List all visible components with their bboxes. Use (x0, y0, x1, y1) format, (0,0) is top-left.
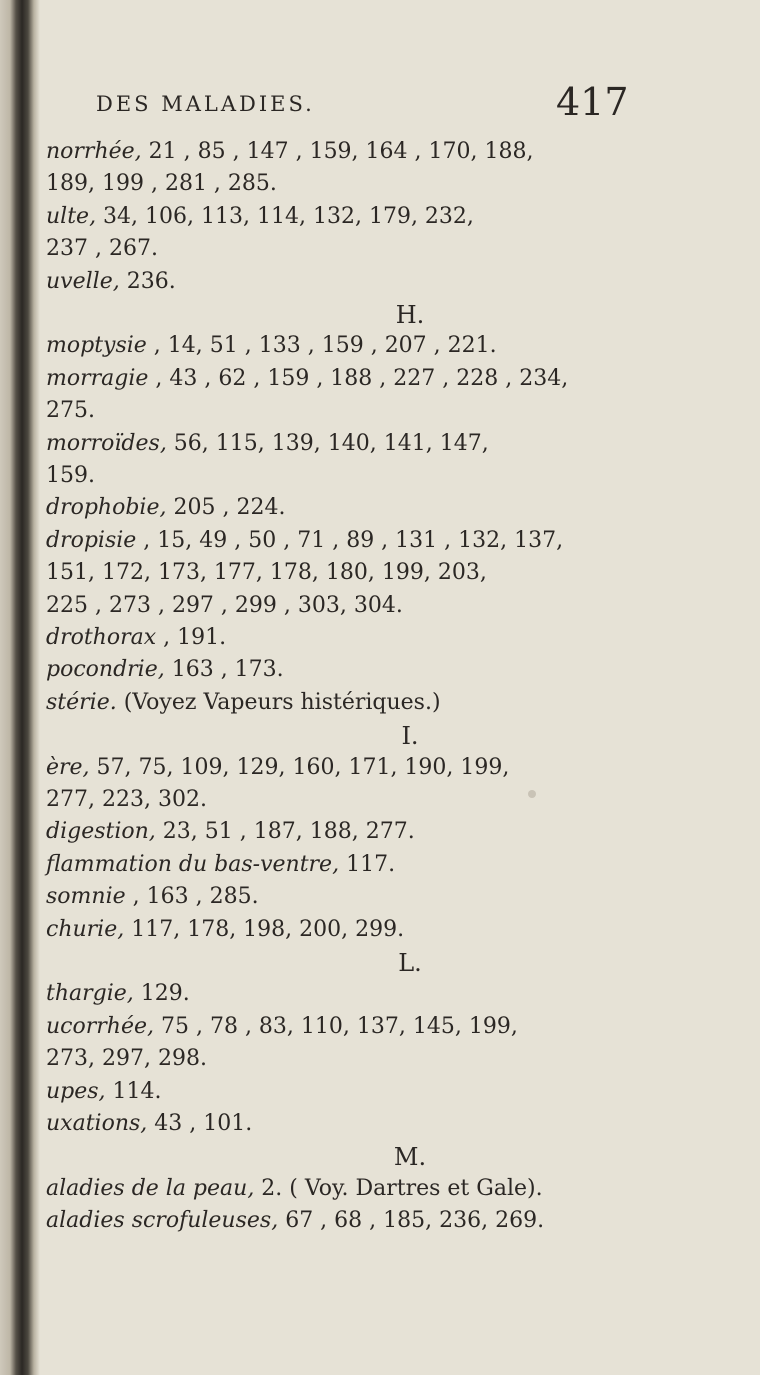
index-entry (46, 1045, 207, 1073)
index-entry (46, 980, 190, 1008)
index-term: drophobie, (46, 495, 167, 521)
index-page-refs: 273, 297, 298. (46, 1046, 207, 1072)
index-entry (46, 462, 95, 490)
index-term: uxations, (46, 1111, 148, 1136)
index-entry (46, 1207, 544, 1235)
index-page-refs: 117. (339, 851, 396, 877)
ink-smudge (528, 790, 536, 798)
index-entry (46, 1110, 252, 1138)
index-entry (46, 494, 285, 522)
index-page-refs: 236. (119, 268, 176, 294)
index-term: ucorrhée, (46, 1013, 154, 1039)
index-entry (46, 170, 277, 198)
index-page-refs: , 15, 49 , 50 , 71 , 89 , 131 , 132, 137, (136, 527, 564, 553)
index-term: flammation du bas-ventre, (46, 851, 340, 877)
index-entry (46, 430, 489, 458)
index-term: upes, (46, 1078, 106, 1104)
section-letter-label: I. (401, 722, 419, 751)
index-entry (46, 332, 497, 360)
index-term: uvelle, (46, 268, 120, 294)
page-number: 417 (556, 80, 629, 124)
index-entry (46, 1175, 543, 1203)
index-page-refs: 159. (46, 463, 95, 488)
section-letter-label: M. (393, 1143, 427, 1172)
index-page-refs: 57, 75, 109, 129, 160, 171, 190, 199, (89, 754, 510, 780)
index-term: ère, (46, 754, 90, 780)
index-page-refs: 129. (133, 981, 190, 1007)
index-page-refs: (Voyez Vapeurs histériques.) (116, 689, 441, 715)
index-page-refs: 43 , 101. (147, 1111, 253, 1136)
index-term: moptysie (46, 333, 147, 359)
index-term: morroïdes, (46, 430, 167, 456)
index-entry (46, 397, 95, 425)
index-page-refs: 34, 106, 113, 114, 132, 179, 232, (96, 203, 474, 229)
index-page-refs: 225 , 273 , 297 , 299 , 303, 304. (46, 592, 403, 618)
section-letter (0, 300, 760, 330)
index-page-refs: 2. ( Voy. Dartres et Gale). (254, 1175, 543, 1201)
index-entry (46, 268, 176, 296)
index-term: aladies scrofuleuses, (46, 1208, 279, 1234)
index-entry (46, 203, 474, 231)
index-entry (46, 1013, 518, 1041)
index-entry (46, 883, 259, 911)
index-entry (46, 592, 403, 620)
index-page-refs: 56, 115, 139, 140, 141, 147, (166, 430, 489, 456)
index-entry (46, 559, 487, 587)
index-page-refs: , 14, 51 , 133 , 159 , 207 , 221. (146, 333, 497, 359)
index-term: ulte, (46, 203, 97, 229)
index-term: aladies de la peau, (46, 1175, 255, 1201)
index-term: digestion, (46, 819, 156, 845)
index-page-refs: 75 , 78 , 83, 110, 137, 145, 199, (153, 1013, 518, 1039)
index-page-refs: 163 , 173. (164, 657, 284, 683)
index-page-refs: 205 , 224. (166, 495, 286, 521)
index-term: somnie (46, 884, 126, 910)
index-term: churie, (46, 916, 125, 942)
index-term: morragie (46, 365, 149, 391)
index-page-refs: 21 , 85 , 147 , 159, 164 , 170, 188, (141, 139, 534, 164)
index-entry (46, 138, 533, 166)
index-entry (46, 527, 563, 555)
index-page-refs: , 43 , 62 , 159 , 188 , 227 , 228 , 234, (148, 365, 569, 391)
index-page-refs: 275. (46, 398, 95, 424)
index-term: thargie, (46, 981, 134, 1007)
index-term: drothorax (46, 625, 157, 650)
index-term: stérie. (46, 689, 117, 715)
index-entry (46, 818, 415, 846)
index-term: norrhée, (46, 139, 142, 164)
index-entry (46, 624, 226, 652)
index-page-refs: 117, 178, 198, 200, 299. (124, 916, 405, 942)
index-page-refs: 189, 199 , 281 , 285. (46, 171, 277, 197)
index-entry (46, 754, 509, 782)
index-entry (46, 689, 441, 717)
section-letter-label: H. (395, 301, 425, 329)
section-letter-label: L. (398, 949, 422, 977)
index-entry (46, 656, 284, 684)
index-term: pocondrie, (46, 657, 165, 683)
index-page-refs: , 163 , 285. (125, 884, 259, 910)
index-entry (46, 916, 404, 944)
index-entry (46, 851, 395, 879)
index-entry (46, 235, 158, 263)
index-page-refs: 23, 51 , 187, 188, 277. (155, 819, 415, 845)
index-term: dropisie (46, 527, 137, 553)
section-letter (0, 721, 760, 751)
index-entry (46, 786, 207, 814)
index-page-refs: 151, 172, 173, 177, 178, 180, 199, 203, (46, 560, 487, 586)
section-letter (0, 948, 760, 978)
running-head: DES MALADIES. (96, 92, 315, 116)
index-page-refs: , 191. (156, 625, 227, 650)
section-letter (0, 1142, 760, 1172)
index-page-refs: 277, 223, 302. (46, 787, 207, 812)
index-page-refs: 237 , 267. (46, 236, 158, 262)
index-page-refs: 67 , 68 , 185, 236, 269. (278, 1208, 545, 1234)
index-page-refs: 114. (105, 1078, 162, 1104)
index-entry (46, 365, 568, 393)
index-entry (46, 1078, 162, 1106)
